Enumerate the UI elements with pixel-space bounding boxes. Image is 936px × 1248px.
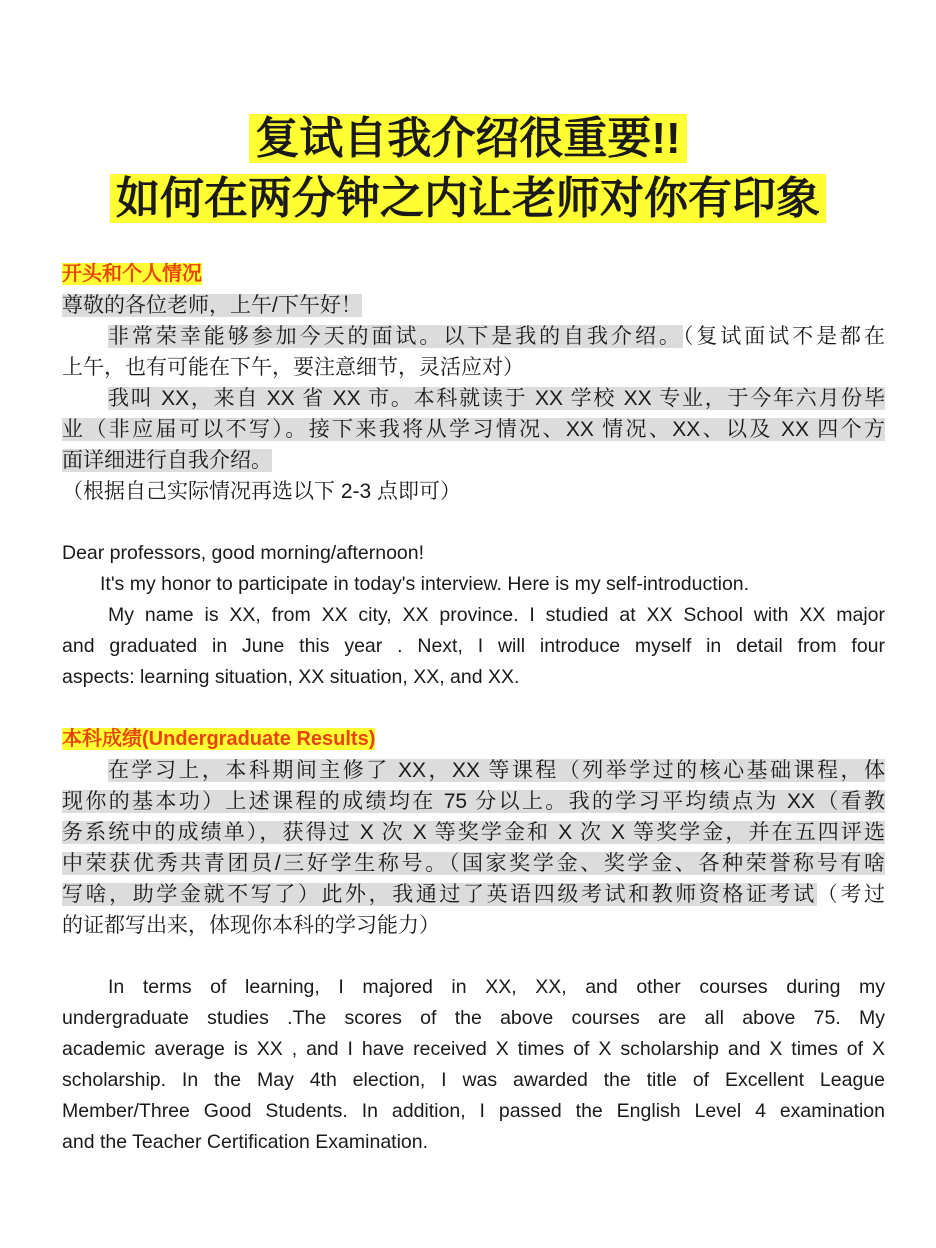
chinese-paragraphs xyxy=(62,290,885,507)
english-line: Dear professors, good morning/afternoon! xyxy=(62,542,425,564)
plain-text: （考过 xyxy=(816,883,885,906)
plain-text: （根据自己实际情况再选以下 2-3 点即可） xyxy=(62,480,462,503)
title-line-2 xyxy=(0,170,936,228)
text-line xyxy=(62,848,885,879)
highlighted-text: 中荣获优秀共青团员/三好学生称号。（国家奖学金、奖学金、各种荣誉称号有啥 xyxy=(62,852,885,875)
text-line xyxy=(62,352,885,383)
section-undergraduate-results xyxy=(62,724,885,1158)
highlighted-text: 业（非应届可以不写）。接下来我将从学习情况、XX 情况、XX、以及 XX 四个方 xyxy=(62,418,885,441)
title-text-2: 如何在两分钟之内让老师对你有印象 xyxy=(110,174,826,223)
highlighted-text: 写啥，助学金就不写了）此外，我通过了英语四级考试和教师资格证考试 xyxy=(62,883,817,906)
highlighted-text: 非常荣幸能够参加今天的面试。以下是我的自我介绍。 xyxy=(108,325,683,348)
text-line xyxy=(62,786,885,817)
text-line xyxy=(62,879,885,910)
english-line: It's my honor to participate in today's interview. Here is my self-introduction. xyxy=(100,573,750,595)
english-paragraphs xyxy=(62,538,885,693)
highlighted-text: 尊敬的各位老师，上午/下午好！ xyxy=(62,294,362,317)
english-line: scholarship. In the May 4th election, I was awarded the title of Excellent League xyxy=(62,1069,885,1091)
highlighted-text: 面详细进行自我介绍。 xyxy=(62,449,272,472)
english-line: In terms of learning, I majored in XX, XX, and other courses during my xyxy=(108,976,885,998)
section-heading xyxy=(62,259,885,290)
text-line xyxy=(62,910,885,941)
text-line xyxy=(62,755,885,786)
text-line xyxy=(62,476,885,507)
english-line: My name is XX, from XX city, XX province. I studied at XX School with XX major xyxy=(108,604,885,626)
plain-text: 上午，也有可能在下午，要注意细节，灵活应对） xyxy=(62,356,524,379)
title-text-1: 复试自我介绍很重要!! xyxy=(249,114,686,163)
english-paragraphs xyxy=(62,972,885,1158)
english-line: aspects: learning situation, XX situation, XX, and XX. xyxy=(62,666,520,688)
highlighted-text: 现你的基本功）上述课程的成绩均在 75 分以上。我的学习平均绩点为 XX（看教 xyxy=(62,790,885,813)
title-line-1 xyxy=(0,110,936,168)
section-heading xyxy=(62,724,885,755)
english-line: Member/Three Good Students. In addition, I passed the English Level 4 examination xyxy=(62,1100,885,1122)
text-line xyxy=(62,290,885,321)
plain-text: （复试面试不是都在 xyxy=(682,325,885,348)
text-line xyxy=(62,445,885,476)
text-line xyxy=(62,383,885,414)
highlighted-text: 在学习上，本科期间主修了 XX，XX 等课程（列举学过的核心基础课程，体 xyxy=(108,759,885,782)
section-heading-text: 开头和个人情况 xyxy=(62,263,202,285)
english-line: and graduated in June this year . Next, I will introduce myself in detail from four xyxy=(62,635,885,657)
english-line: undergraduate studies .The scores of the above courses are all above 75. My xyxy=(62,1007,885,1029)
english-line: academic average is XX , and I have received X times of X scholarship and X times of X xyxy=(62,1038,885,1060)
text-line xyxy=(62,817,885,848)
highlighted-text: 务系统中的成绩单），获得过 X 次 X 等奖学金和 X 次 X 等奖学金，并在五四评选 xyxy=(62,821,885,844)
chinese-paragraphs xyxy=(62,755,885,941)
section-heading-text: 本科成绩(Undergraduate Results) xyxy=(62,728,376,750)
section-opening xyxy=(62,259,885,693)
text-line xyxy=(62,414,885,445)
english-line: and the Teacher Certification Examination. xyxy=(62,1131,429,1153)
text-line xyxy=(62,321,885,352)
highlighted-text: 我叫 XX，来自 XX 省 XX 市。本科就读于 XX 学校 XX 专业，于今年六月份毕 xyxy=(108,387,885,410)
plain-text: 的证都写出来，体现你本科的学习能力） xyxy=(62,914,440,937)
